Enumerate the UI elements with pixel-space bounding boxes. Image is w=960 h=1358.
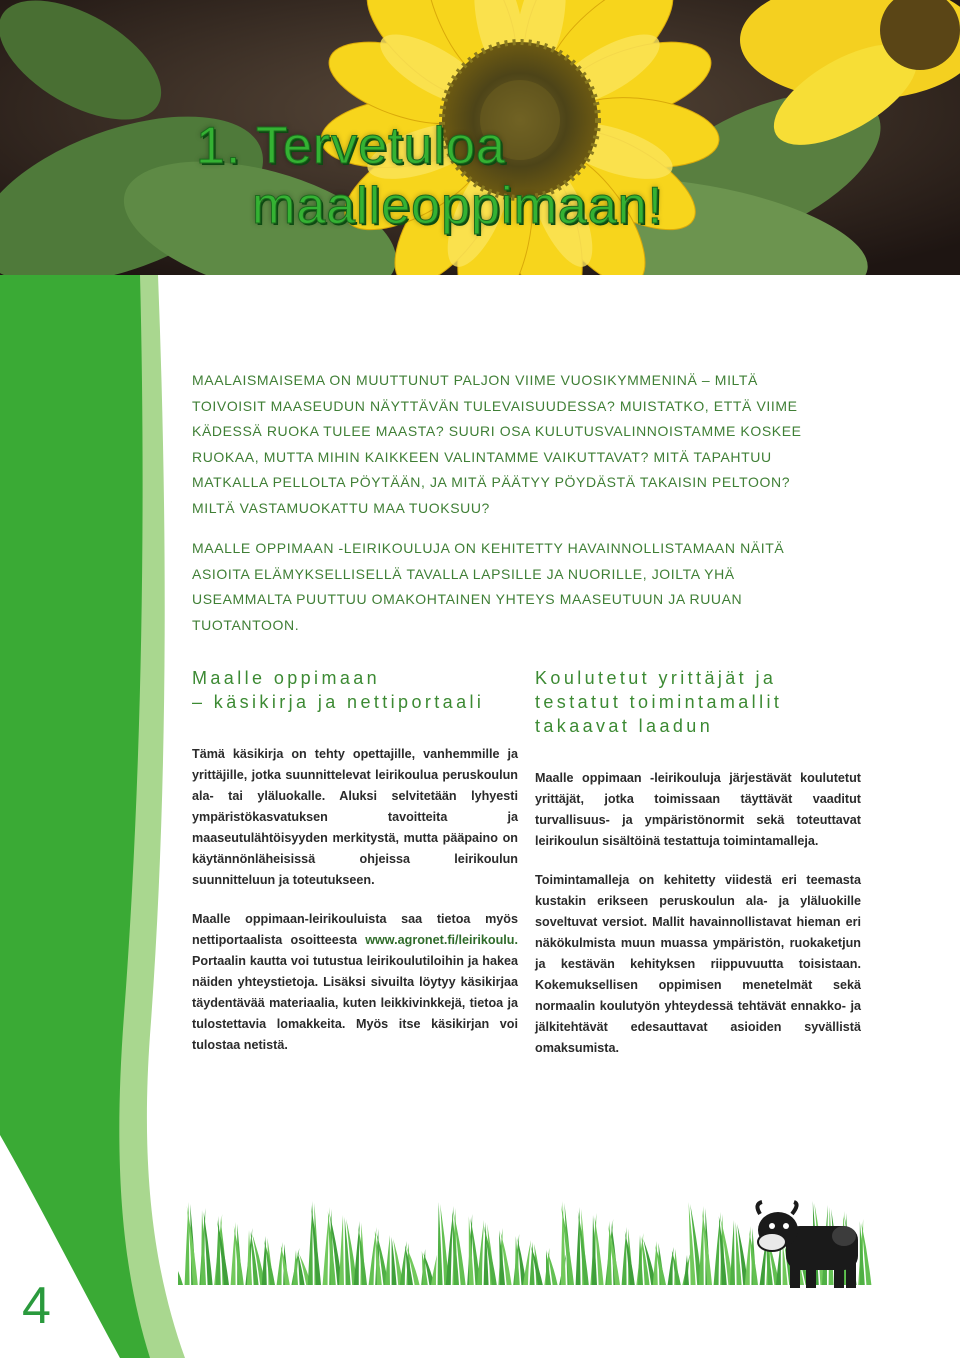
grass-blade (201, 1210, 206, 1285)
grass-blade (185, 1202, 190, 1285)
grass-blade (672, 1251, 681, 1285)
right-heading-line2: testatut toimintamallit (535, 692, 783, 712)
grass-blade (281, 1246, 290, 1285)
right-heading-line1: Koulutetut yrittäjät ja (535, 668, 777, 688)
grass-blade (515, 1236, 520, 1285)
grass-blade (730, 1220, 735, 1285)
left-column (192, 666, 518, 1074)
grass-blade (438, 1202, 443, 1285)
right-column-heading (535, 666, 861, 738)
grass-blade (431, 1255, 437, 1285)
grass-blade (385, 1235, 390, 1285)
left-paragraph-2-end: Portaalin kautta voi tutustua leirikoulutiloihin ja hakea näiden yhteystietoja. Lisäksi sivuilta löytyy käsikirjaa täydentävää materiaalia, kuten leikkivinkkejä, tietoa ja tulostettavia lomakkeita. Myös itse käsikirjan voi tulostaa netistä. (192, 954, 518, 1052)
page-title-line2: maalleoppimaan! (252, 177, 664, 235)
right-column (535, 666, 861, 1077)
hero-sunflower-photo (0, 0, 960, 275)
grass-blade (477, 1220, 484, 1285)
right-heading-line3: takaavat laadun (535, 716, 714, 736)
page-title-line1: 1. Tervetuloa (196, 117, 506, 175)
grass-blade (523, 1240, 531, 1285)
left-heading-line1: Maalle oppimaan (192, 668, 381, 688)
left-column-heading (192, 666, 518, 714)
grass-blade (339, 1215, 344, 1285)
grass-blade (530, 1242, 535, 1285)
grass-blade (400, 1241, 407, 1285)
left-paragraph-1: Tämä käsikirja on tehty opettajille, vanhemmille ja yrittäjille, jotka suunnittelevat leirikoulua peruskoulun ala- tai yläluokalle. Aluksi selvitetään lyhyesti ympäristökasvatuksen tavoitteita ja maaseutulähtöisyyden merkitystä, mutta pääpaino on käytännönläheisissä ohjeissa leirikoulun suunnitteluun ja toteutukseen. (192, 747, 518, 887)
grass-blade (277, 1242, 283, 1285)
grass-blade (592, 1215, 597, 1285)
intro-paragraph-2: MAALLE OPPIMAAN -LEIRIKOULUJA ON KEHITETTY HAVAINNOLLISTAMAAN NÄITÄ ASIOITA ELÄMYKSELLISELLÄ TAVALLA LAPSILLE JA NUORILLE, JOILTA YHÄ USEAMMALTA PUUTTUU OMAKOHTAINEN YHTEYS MAASEUTUUN JA RUUAN TUOTANTOON. (192, 540, 785, 633)
grass-blade (358, 1225, 367, 1285)
agronet-link[interactable]: www.agronet.fi/leirikoulu. (365, 933, 518, 947)
right-paragraph-1: Maalle oppimaan -leirikouluja järjestävät koulutetut yrittäjät, jotka toimissaan täyttävät vaaditut turvallisuus- ja ympäristönormit sekä toteuttavat leirikoulun sisältöinä testattuja toimintamalleja. (535, 771, 861, 848)
intro-paragraph-1: MAALAISMAISEMA ON MUUTTUNUT PALJON VIIME VUOSIKYMMENINÄ – MILTÄ TOIVOISIT MAASEUDUN NÄYTTÄVÄN TULEVAISUUDESSA? MUISTATKO, ETTÄ VIIME KÄDESSÄ RUOKA TULEE MAASTA? SUURI OSA KULUTUSVALINNOISTAMME KOSKEE RUOKAA, MUTTA MIHIN KAIKKEEN VALINTAMME VAIKUTTAVAT? MITÄ TAPAHTUU MATKALLA PELLOLTA PÖYTÄÄN, JA MITÄ PÄÄTYY PÖYDÄSTÄ TAKAISIN PELTOON? MILTÄ VASTAMUOKATTU MAA TUOKSUU? (192, 372, 802, 516)
page-number: 4 (22, 1277, 51, 1335)
left-paragraph-2-start: Maalle oppimaan-leirikouluista saa tietoa myös nettiportaalista osoitteesta (192, 912, 518, 947)
grass-blade (178, 1255, 183, 1285)
left-heading-line2: – käsikirja ja nettiportaali (192, 692, 485, 712)
left-paragraph-2 (192, 909, 518, 1056)
cow-icon (748, 1196, 868, 1291)
right-paragraph-2: Toimintamalleja on kehitetty viidestä eri teemasta kustakin erikseen peruskoulun ala- ja yläluokille soveltuvat versiot. Mallit havainnollistavat hieman eri näkökulmista muun muassa ympäristön, ruokaketjun ja kestävän kehityksen riippuvuutta toisistaan. Kokemuksellisen oppimisen menetelmät sekä normaalin koulutyön yhteydessä tehtävät ennakko- ja jälkitehtävät edesauttavat asioiden syvällistä omaksumista. (535, 873, 861, 1055)
grass-blade (653, 1241, 658, 1285)
page-title (196, 116, 663, 236)
grass-blade (576, 1207, 581, 1285)
grass-blade (668, 1247, 674, 1285)
grass-blade (262, 1236, 267, 1285)
